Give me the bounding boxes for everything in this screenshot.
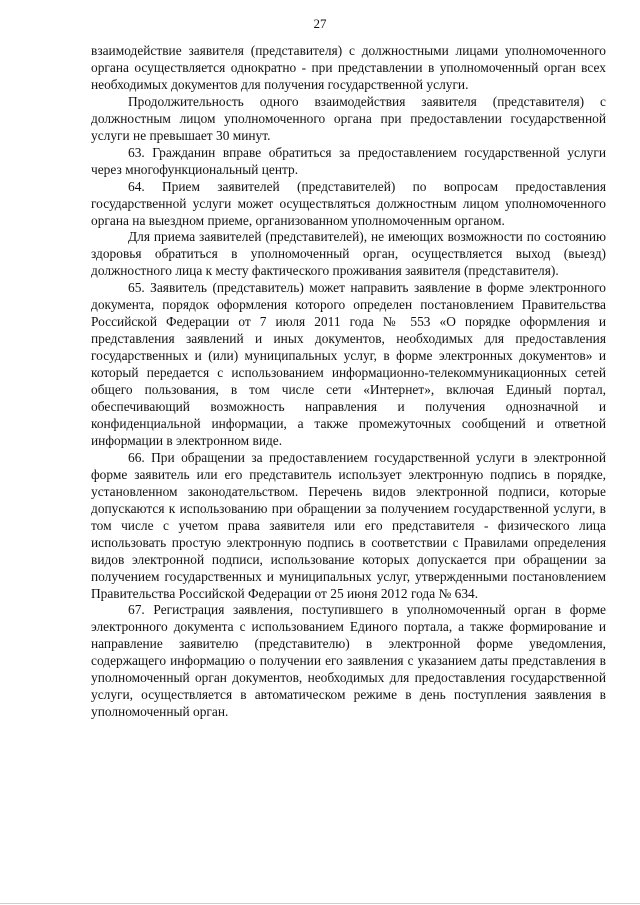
- page-bottom-edge: [0, 903, 640, 904]
- paragraph-64-home-visit: Для приема заявителей (представителей), не имеющих возможности по состоянию здоровья обратиться в уполномоченный орган, осуществляется выход (выезд) должностного лица к месту фактического проживания заявителя (представителя).: [91, 229, 606, 279]
- document-body: [91, 43, 606, 721]
- paragraph-64: 64. Прием заявителей (представителей) по вопросам предоставления государственной услуги может осуществляться должностным лицом уполномоченного органа на выездном приеме, организованном уполномоченным органом.: [91, 178, 606, 228]
- paragraph-63: 63. Гражданин вправе обратиться за предоставлением государственной услуги через многофункциональный центр.: [91, 144, 606, 177]
- paragraph-65: 65. Заявитель (представитель) может направить заявление в форме электронного документа, порядок оформления которого определен постановлением Правительства Российской Федерации от 7 июля 2011 года № 553 «О порядке оформления и представления заявлений и иных документов, необходимых для предоставления государственных и (или) муниципальных услуг, в форме электронных документов» и который передается с использованием информационно-телекоммуникационных сетей общего пользования, в том числе сети «Интернет», включая Единый портал, обеспечивающий возможность направления и получения однозначной и конфиденциальной информации, а также промежуточных сообщений и ответной информации в электронном виде.: [91, 280, 606, 448]
- page-number: 27: [313, 16, 327, 31]
- paragraph-continuation: взаимодействие заявителя (представителя) с должностными лицами уполномоченного органа осуществляется однократно - при представлении в уполномоченный орган всех необходимых документов для получения государственной услуги.: [91, 43, 606, 92]
- paragraph-66: 66. При обращении за предоставлением государственной услуги в электронной форме заявитель или его представитель использует электронную подпись в порядке, установленном законодательством. Перечень видов электронной подписи, которые допускаются к использованию при обращении за получением государственной услуги, в том числе с учетом права заявителя или его представителя - физического лица использовать простую электронную подпись в соответствии с Правилами определения видов электронной подписи, использование которых допускается при обращении за получением государственных и муниципальных услуг, утвержденными постановлением Правительства Российской Федерации от 25 июня 2012 года № 634.: [91, 449, 606, 601]
- paragraph-interaction-duration: Продолжительность одного взаимодействия заявителя (представителя) с должностным лицом уполномоченного органа при предоставлении государственной услуги не превышает 30 минут.: [91, 93, 606, 143]
- paragraph-67: 67. Регистрация заявления, поступившего в уполномоченный орган в форме электронного документа с использованием Единого портала, а также формирование и направление заявителю (представителю) в электронной форме уведомления, содержащего информацию о получении его заявления с указанием даты представления в уполномоченный орган документов, необходимых для предоставления государственной услуги, осуществляется в автоматическом режиме в день поступления заявления в уполномоченный орган.: [91, 602, 606, 720]
